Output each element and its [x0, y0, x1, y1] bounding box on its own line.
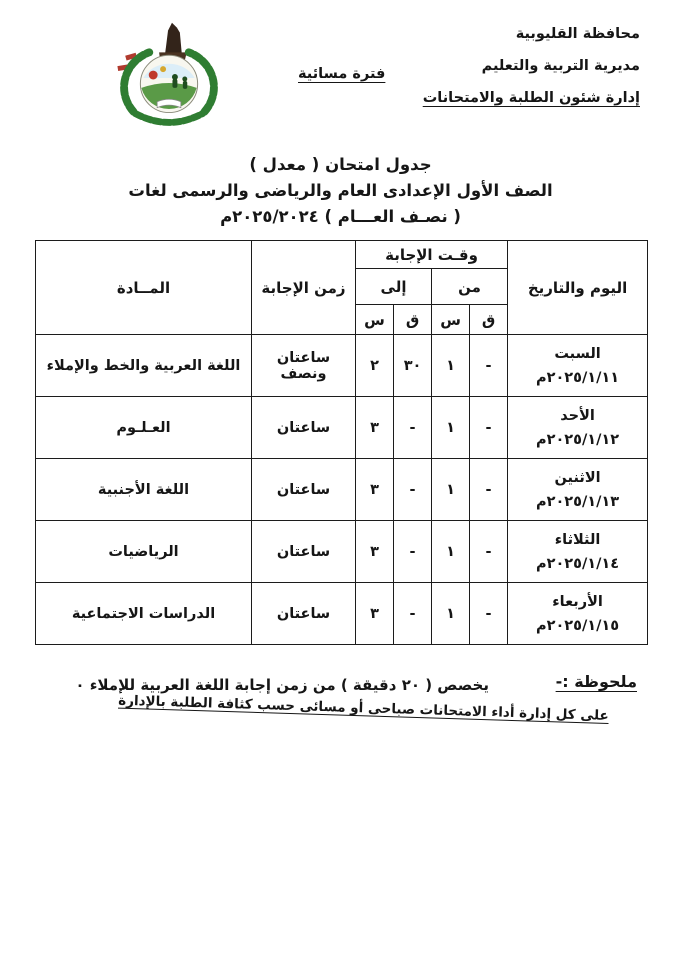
title-line-2: الصف الأول الإعدادى العام والرياضى والرسمى لغات	[128, 181, 553, 200]
day-date-cell	[508, 335, 648, 397]
col-header-duration: زمن الإجابة	[252, 241, 356, 335]
day-name: الأحد	[560, 407, 595, 424]
exam-date: ٢٠٢٥/١/١١م	[535, 369, 620, 386]
exam-date: ٢٠٢٥/١/١٣م	[535, 493, 620, 510]
to-hours-cell: ٣	[356, 521, 394, 583]
exam-row	[36, 583, 648, 645]
from-hours-cell: ١	[432, 583, 470, 645]
col-header-subject: المــادة	[36, 241, 252, 335]
day-name: الثلاثاء	[554, 531, 601, 548]
day-name: الأربعاء	[552, 593, 603, 610]
evening-period-label: فترة مسائية	[298, 66, 386, 82]
from-minutes-cell: -	[470, 335, 508, 397]
document-title	[0, 152, 681, 230]
note-administration-instruction: على كل إدارة أداء الامتحانات صباحى أو مسائى حسب كثافة الطلبة بالإدارة	[118, 692, 610, 724]
day-date-cell	[508, 583, 648, 645]
col-header-from: من	[432, 269, 508, 305]
exam-date: ٢٠٢٥/١/١٤م	[535, 555, 620, 572]
day-date-cell	[508, 521, 648, 583]
duration-cell: ساعتان	[252, 397, 356, 459]
col-header-from-hours: س	[432, 305, 470, 335]
to-minutes-cell: -	[394, 583, 432, 645]
day-name: الاثنين	[554, 469, 601, 486]
subject-cell: العـلـوم	[36, 397, 252, 459]
to-minutes-cell: -	[394, 397, 432, 459]
subject-cell: الدراسات الاجتماعية	[36, 583, 252, 645]
day-date-cell	[508, 459, 648, 521]
education-emblem-icon	[90, 18, 248, 138]
to-minutes-cell: -	[394, 521, 432, 583]
col-header-answer-time: وقـت الإجابة	[356, 241, 508, 269]
exam-row	[36, 521, 648, 583]
from-hours-cell: ١	[432, 335, 470, 397]
col-header-to-hours: س	[356, 305, 394, 335]
subject-cell: اللغة العربية والخط والإملاء	[36, 335, 252, 397]
duration-cell: ساعتان ونصف	[252, 335, 356, 397]
from-hours-cell: ١	[432, 459, 470, 521]
title-line-1: جدول امتحان ( معدل )	[249, 155, 432, 174]
day-date-cell	[508, 397, 648, 459]
governorate-education-emblem	[90, 18, 248, 138]
from-minutes-cell: -	[470, 397, 508, 459]
duration-cell: ساعتان	[252, 459, 356, 521]
letterhead-governorate: محافظة القليوبية	[515, 26, 640, 42]
subject-cell: اللغة الأجنبية	[36, 459, 252, 521]
exam-date: ٢٠٢٥/١/١٢م	[535, 431, 620, 448]
from-minutes-cell: -	[470, 583, 508, 645]
to-minutes-cell: -	[394, 459, 432, 521]
to-minutes-cell: ٣٠	[394, 335, 432, 397]
to-hours-cell: ٣	[356, 459, 394, 521]
from-minutes-cell: -	[470, 521, 508, 583]
letterhead-directorate: مديرية التربية والتعليم	[481, 58, 640, 74]
col-header-from-minutes: ق	[470, 305, 508, 335]
from-hours-cell: ١	[432, 521, 470, 583]
duration-cell: ساعتان	[252, 521, 356, 583]
from-hours-cell: ١	[432, 397, 470, 459]
day-name: السبت	[554, 345, 601, 362]
col-header-to-minutes: ق	[394, 305, 432, 335]
subject-cell: الرياضيات	[36, 521, 252, 583]
exam-date: ٢٠٢٥/١/١٥م	[535, 617, 620, 634]
to-hours-cell: ٣	[356, 583, 394, 645]
col-header-day-date: اليوم والتاريخ	[508, 241, 648, 335]
to-hours-cell: ٢	[356, 335, 394, 397]
col-header-to: إلى	[356, 269, 432, 305]
exam-row	[36, 397, 648, 459]
to-hours-cell: ٣	[356, 397, 394, 459]
title-line-3: ( نصـف العـــام ) ٢٠٢٥/٢٠٢٤م	[220, 207, 461, 226]
exam-row	[36, 335, 648, 397]
from-minutes-cell: -	[470, 459, 508, 521]
exam-row	[36, 459, 648, 521]
letterhead-administration: إدارة شئون الطلبة والامتحانات	[422, 90, 640, 106]
exam-schedule-table	[35, 240, 648, 645]
note-label: ملحوظة :-	[555, 672, 637, 691]
duration-cell: ساعتان	[252, 583, 356, 645]
note-dictation-allocation: يخصص ( ٢٠ دقيقة ) من زمن إجابة اللغة العربية للإملاء ٠	[75, 676, 489, 694]
letterhead	[423, 18, 640, 114]
